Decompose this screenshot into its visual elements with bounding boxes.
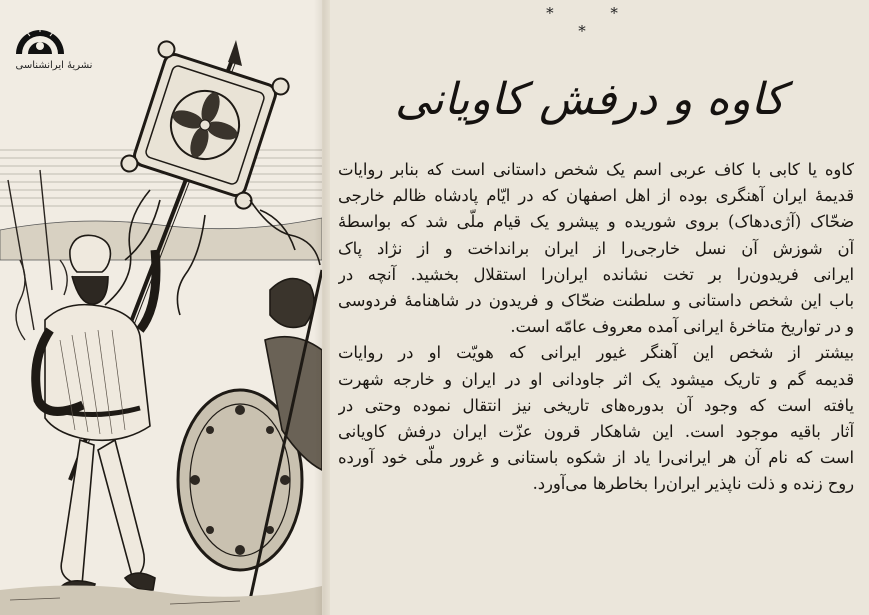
text-line: و در تواریخ متاخرهٔ ایرانی آمده معروف عامّه است. <box>510 317 854 337</box>
article-column <box>330 0 869 615</box>
text-line: یافته است که وجود آن بدوره‌های تاریخی نیز انتقال نموده وحتی در <box>338 395 854 415</box>
paragraph-1 <box>338 157 854 340</box>
section-ornament: * * * <box>546 4 644 40</box>
publisher-logo <box>12 10 96 74</box>
text-line: است که نام آن هر ایرانی‌را یاد از شکوه باستانی و غرور ملّی خود آورده <box>338 448 854 468</box>
text-line: آن شوزش آن نسل خارجی‌را از ایران برانداخت و از نژاد پاک <box>338 238 854 258</box>
emblem-icon <box>12 10 68 58</box>
kaveh-illustration <box>0 0 322 615</box>
logo-caption: نشریهٔ ایرانشناسی <box>15 60 93 71</box>
text-line: ایرانی فریدون‌را بر تخت نشانده ایران‌را استقلال بخشید. آنچه در <box>338 264 854 284</box>
text-line: ضحّاک (آژی‌دهاک) بروی شوریده و پیشرو یک قیام ملّی شد که بواسطهٔ <box>338 212 854 232</box>
text-line: قدیمه گم و تاریک میشود یک اثر جاودانی او در ایران و خارجه شهرت <box>338 369 854 389</box>
engraving-drawing <box>0 0 322 615</box>
paragraph-2 <box>338 340 854 497</box>
text-line: روح زنده و ذلت ناپذیر ایران‌را بخاطرها می‌آورد. <box>532 474 854 494</box>
text-line: آثار باقیه موجود است. این شاهکار قرون عزّت ایران درفش کاویانی <box>338 421 854 441</box>
text-line: کاوه یا کابی با کاف عربی اسم یک شخص داستانی است که بنابر روایات <box>338 160 854 179</box>
article-body <box>338 157 854 497</box>
text-line: بیشتر از شخص این آهنگر غیور ایرانی که هویّت او در روایات <box>338 343 854 363</box>
article-title: کاوه و درفش کاویانی <box>394 74 785 125</box>
text-line: قدیمهٔ ایران آهنگری بوده از اهل اصفهان که در ایّام پادشاه ظالم خارجی <box>338 186 854 206</box>
text-line: باب این شخص داستانی و سلطنت ضحّاک و فریدون در شاهنامهٔ فردوسی <box>338 290 854 310</box>
